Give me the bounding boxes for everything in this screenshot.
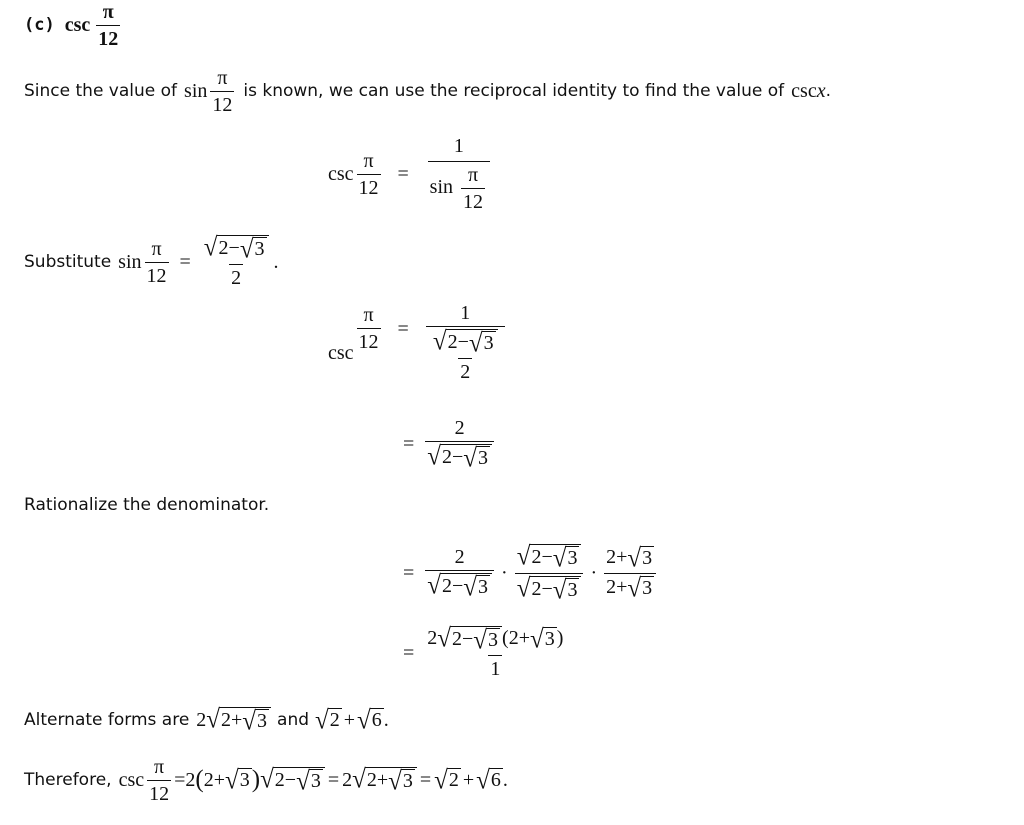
- radical-inner: √ 3: [552, 575, 578, 605]
- radical-outer: √ 2− √ 3: [260, 767, 325, 794]
- substitute-end: .: [273, 250, 279, 273]
- minus-sign: −: [541, 545, 553, 568]
- radical: √ 2: [315, 705, 340, 735]
- radical-outer: √ 2+ √ 3: [352, 767, 417, 794]
- radical-inner: √ 3: [463, 573, 489, 602]
- two: 2: [366, 768, 377, 791]
- eq4-rel: =: [403, 561, 415, 584]
- therefore-den: 12: [147, 780, 171, 805]
- eq3-den: [425, 441, 494, 471]
- left-paren: (: [195, 766, 204, 793]
- equals-sign: =: [174, 768, 186, 791]
- eq4-f3-den: [604, 573, 656, 601]
- three: 3: [257, 709, 268, 732]
- eq1-rhs-den: [428, 161, 490, 213]
- substitute-label: Substitute: [24, 252, 112, 272]
- radical-inner: √ 3: [239, 235, 265, 264]
- alternate-and: and: [277, 710, 310, 730]
- coefficient: 2: [196, 708, 207, 731]
- eq2-inner-fraction: [431, 329, 500, 383]
- alternate-forms: [24, 700, 389, 740]
- eq2-lhs-fn: csc: [328, 341, 354, 364]
- minus-sign: −: [541, 577, 553, 600]
- eq4-fraction-1: [425, 546, 494, 600]
- equation-5: [403, 620, 568, 686]
- radical-b: 3: [567, 546, 578, 569]
- eq1-rel: =: [397, 162, 409, 185]
- coefficient: 2: [342, 768, 353, 791]
- radical-inner: √ 3: [552, 543, 578, 573]
- six: 6: [490, 768, 501, 791]
- eq1-rhs-inner-den: 12: [461, 188, 485, 213]
- radical-a: 2: [452, 628, 463, 651]
- three: 3: [544, 628, 555, 650]
- alternate-label: Alternate forms are: [24, 710, 190, 730]
- coefficient: 2: [185, 768, 196, 791]
- radical: √ 3: [529, 625, 555, 654]
- plus-sign: +: [462, 768, 475, 791]
- radical-a: 2: [218, 237, 229, 260]
- eq1-lhs-fraction: [357, 150, 381, 199]
- rationalize-label: Rationalize the denominator.: [24, 495, 270, 515]
- equation-2: [328, 302, 508, 404]
- therefore-fraction: [147, 756, 171, 805]
- radical-inner: √ 3: [388, 766, 413, 796]
- two: 2: [508, 627, 519, 650]
- eq2-inner-den: 2: [458, 358, 472, 383]
- eq1-rhs-fn: sin: [429, 176, 453, 199]
- radical-a: 2: [442, 575, 453, 598]
- eq3-rel: =: [403, 432, 415, 455]
- equals-sign: =: [327, 768, 340, 791]
- therefore-num: π: [154, 755, 165, 778]
- plus-sign: +: [376, 768, 389, 791]
- substitute-fn: sin: [118, 250, 142, 273]
- substitute-value-den: 2: [229, 264, 243, 289]
- six: 6: [371, 708, 382, 731]
- eq3-num: 2: [454, 417, 465, 439]
- radical-a: 2: [442, 446, 453, 469]
- radical-b: 3: [567, 578, 578, 601]
- right-paren: ): [251, 766, 261, 793]
- three: 3: [239, 768, 250, 791]
- eq4-f1-den: [425, 570, 494, 600]
- eq4-f3-num: [604, 543, 656, 573]
- radical-inner: √ 3: [468, 329, 494, 358]
- heading-fraction: [96, 1, 120, 50]
- plus-sign: +: [231, 708, 243, 731]
- radical: √ 6: [357, 705, 382, 735]
- intro-fraction: [210, 67, 234, 116]
- eq5-den: 1: [488, 655, 502, 680]
- conclusion-line: [24, 750, 508, 810]
- eq4-f2-den: [515, 573, 584, 603]
- intro-var: x: [816, 79, 826, 102]
- radical-b: 3: [254, 238, 265, 260]
- radical-inner: √ 3: [296, 766, 321, 796]
- intro-text-after: is known, we can use the reciprocal identity to find the value of: [243, 81, 785, 101]
- intro-fn: sin: [184, 79, 208, 102]
- eq1-lhs-fn: csc: [328, 162, 354, 185]
- equals-sign: =: [419, 768, 432, 791]
- minus-sign: −: [457, 331, 469, 354]
- part-label: (c): [24, 15, 55, 35]
- heading-den: 12: [96, 25, 120, 50]
- eq2-inner-num: [431, 329, 500, 358]
- therefore-fn: csc: [118, 768, 145, 791]
- plus-sign: +: [616, 545, 628, 568]
- eq1-lhs-num: π: [363, 149, 374, 172]
- radical-inner: √ 3: [463, 444, 489, 473]
- therefore-chain: [174, 766, 508, 794]
- part-heading: [24, 0, 123, 50]
- intro-target: csc: [791, 79, 817, 102]
- alternate-form-1: [196, 704, 271, 736]
- eq3-fraction: [425, 417, 494, 471]
- two: 2: [203, 768, 214, 791]
- minus-sign: −: [284, 768, 297, 791]
- substitute-line: [24, 226, 279, 298]
- substitute-value-fraction: [202, 235, 271, 289]
- substitute-fraction: [145, 238, 169, 287]
- eq5-num: [425, 626, 565, 655]
- eq1-lhs-den: 12: [357, 174, 381, 199]
- plus-sign: +: [343, 708, 356, 731]
- heading-num: π: [102, 0, 114, 23]
- intro-num: π: [217, 66, 228, 89]
- eq2-rhs-num: 1: [460, 302, 471, 324]
- radical-b: 3: [478, 447, 489, 469]
- radical-outer: √ 2− √ 3: [433, 329, 498, 356]
- plus-sign: +: [518, 627, 530, 650]
- radical-outer: √ 2− √ 3: [517, 576, 582, 603]
- minus-sign: −: [452, 575, 464, 598]
- equation-1: [328, 128, 495, 220]
- radical-outer: √ 2− √ 3: [437, 626, 502, 653]
- eq4-fraction-3: [604, 543, 656, 603]
- substitute-rel: =: [179, 250, 191, 273]
- left-paren: (: [502, 627, 509, 650]
- eq2-lhs-den: 12: [357, 328, 381, 353]
- equation-3: [403, 408, 497, 480]
- end: .: [502, 768, 508, 791]
- radical-a: 2: [447, 331, 458, 354]
- eq2-rhs-fraction: [426, 302, 505, 383]
- radical-a: 2: [531, 545, 542, 568]
- eq2-rhs-den: [426, 326, 505, 383]
- two: 2: [329, 708, 340, 731]
- intro-sentence: [24, 66, 831, 116]
- minus-sign: −: [228, 237, 240, 260]
- two: 2: [606, 575, 617, 598]
- radical: √ 2: [434, 765, 459, 795]
- therefore-label: Therefore,: [24, 770, 112, 790]
- radical-b: 3: [488, 629, 499, 651]
- two: 2: [606, 545, 617, 568]
- intro-den: 12: [210, 91, 234, 116]
- equation-4: [403, 533, 659, 613]
- eq5-fraction: [425, 626, 565, 680]
- eq4-fraction-2: [515, 541, 584, 605]
- coefficient: 2: [427, 627, 438, 650]
- radical-outer: √ 2− √ 3: [427, 573, 492, 600]
- radical-a: 2: [531, 577, 542, 600]
- eq1-rhs-num: 1: [453, 135, 464, 157]
- radical-inner: √ 3: [242, 706, 268, 736]
- eq4-f2-num: [515, 541, 584, 573]
- three: 3: [642, 546, 653, 569]
- eq4-dot-1: ·: [501, 561, 508, 584]
- right-paren: ): [556, 627, 564, 650]
- intro-end: .: [825, 81, 831, 101]
- intro-text-before: Since the value of: [24, 81, 178, 101]
- three: 3: [402, 769, 413, 792]
- eq4-dot-2: ·: [590, 561, 598, 584]
- radical: √ 3: [225, 765, 250, 795]
- plus-sign: +: [616, 575, 628, 598]
- eq2-lhs-num: π: [363, 304, 374, 326]
- radical-b: 3: [483, 332, 494, 354]
- radical: √ 6: [476, 765, 501, 795]
- minus-sign: −: [462, 628, 474, 651]
- heading-fn: csc: [64, 13, 91, 36]
- radical-outer: √ 2+ √ 3: [206, 707, 271, 734]
- two: 2: [448, 768, 459, 791]
- eq4-f1-num: 2: [454, 546, 465, 568]
- radical-outer: √ 2− √ 3: [427, 444, 492, 471]
- eq1-rhs-inner-num: π: [467, 164, 479, 186]
- plus-sign: +: [213, 768, 225, 791]
- eq2-lhs-fraction: [357, 304, 381, 353]
- two: 2: [221, 708, 232, 731]
- radical-b: 3: [478, 576, 489, 598]
- radical: √ 3: [627, 573, 653, 603]
- eq1-rhs-fraction: [426, 135, 492, 213]
- three: 3: [642, 576, 653, 599]
- radical-outer: √ 2− √ 3: [204, 235, 269, 262]
- eq5-rel: =: [403, 641, 415, 664]
- eq2-rel: =: [397, 318, 409, 340]
- three: 3: [310, 769, 321, 792]
- two: 2: [274, 768, 285, 791]
- eq1-rhs-inner-fraction: [461, 164, 485, 213]
- alternate-form-2: [315, 705, 389, 735]
- substitute-value-num: [202, 235, 271, 264]
- radical-inner: √ 3: [473, 626, 499, 655]
- radical-outer: √ 2− √ 3: [517, 544, 582, 571]
- minus-sign: −: [452, 446, 464, 469]
- end: .: [383, 708, 389, 731]
- radical: √ 3: [627, 543, 653, 573]
- substitute-den: 12: [145, 262, 169, 287]
- substitute-num: π: [151, 237, 162, 260]
